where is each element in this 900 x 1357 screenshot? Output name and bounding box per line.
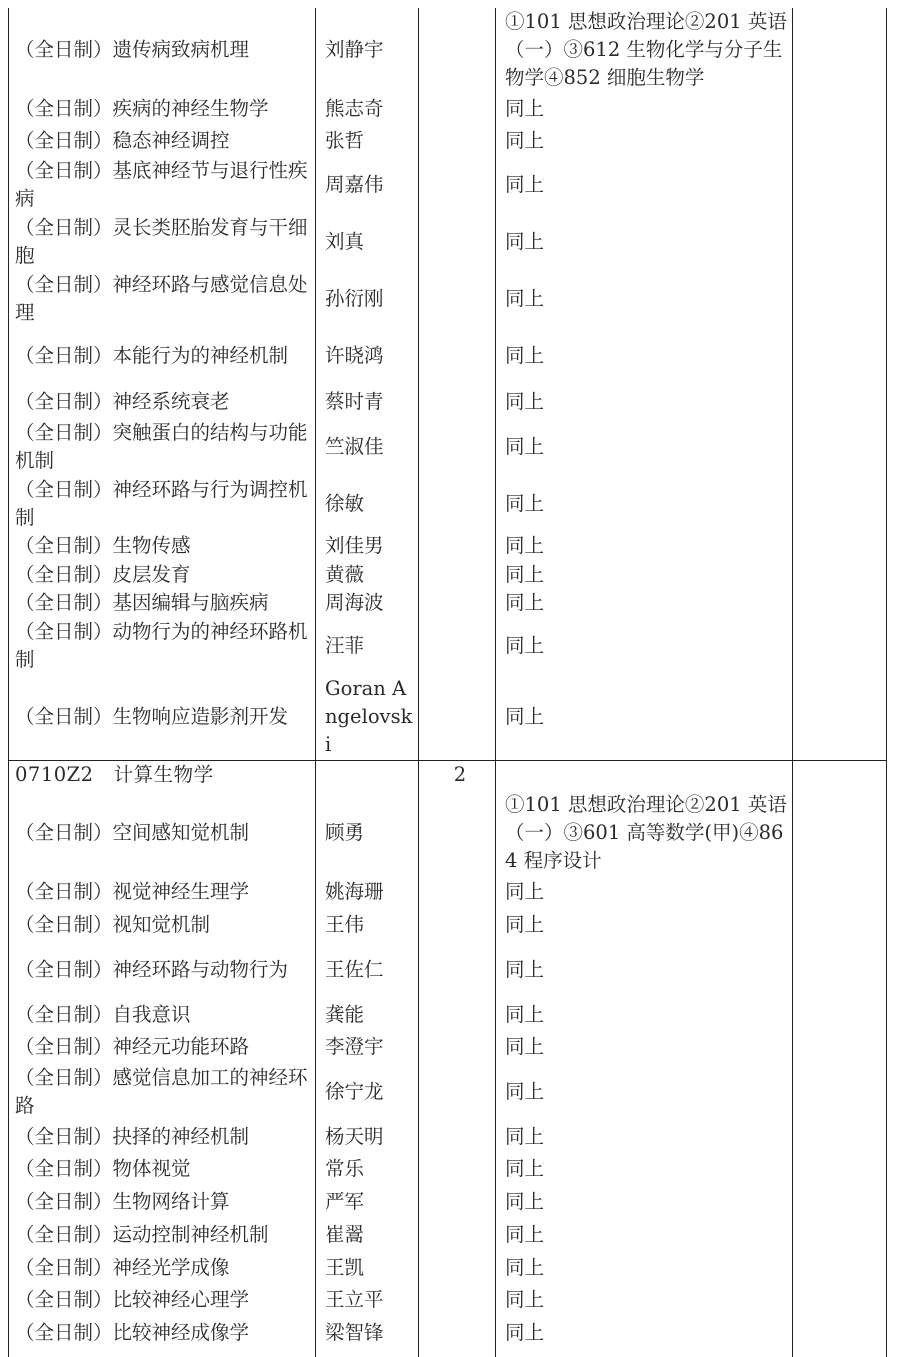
enrollment-count-cell [445,1031,475,1063]
exam-subjects-cell [505,8,787,92]
research-direction-cell-text: （全日制）感觉信息加工的神经环路 [15,1066,308,1117]
advisor-cell [325,213,415,270]
research-direction-cell [15,1251,312,1284]
exam-subjects-cell [505,1284,787,1316]
research-direction-cell-text: （全日制）神经环路与动物行为 [15,957,289,981]
exam-subjects-cell [505,157,787,213]
research-direction-cell-text: （全日制）生物传感 [15,534,191,557]
table-row [0,1218,900,1251]
advisor-cell-text: 刘静宇 [325,38,384,61]
exam-subjects-cell-text: 同上 [505,912,545,936]
table-row [0,475,900,532]
research-direction-cell [15,1316,312,1349]
research-direction-cell [15,1031,312,1063]
research-direction-cell [15,213,312,270]
enrollment-count-cell [445,941,475,998]
research-direction-cell [15,1185,312,1218]
enrollment-count-cell [445,760,475,789]
advisor-cell-text: 常乐 [325,1156,365,1180]
advisor-cell-text: 王佐仁 [325,957,384,981]
exam-subjects-cell-text: 同上 [505,286,545,310]
enrollment-count-cell [445,125,475,157]
exam-subjects-cell-text: 同上 [505,491,545,515]
research-direction-cell [15,1218,312,1251]
exam-subjects-cell [505,998,787,1031]
exam-subjects-cell-text: 同上 [505,229,545,253]
advisor-cell [325,157,415,213]
research-direction-cell [15,8,312,92]
table-row [0,92,900,125]
table-row [0,327,900,385]
advisor-cell-text: 张哲 [325,129,365,152]
research-direction-cell-text: 0710Z2 计算生物学 [15,762,214,786]
table-row [0,8,900,92]
exam-subjects-cell-text: 同上 [505,705,545,728]
research-direction-cell [15,92,312,125]
table-row [0,760,900,789]
research-direction-cell-text: （全日制）视觉神经生理学 [15,880,250,903]
exam-subjects-cell [505,1316,787,1349]
advisor-cell [325,385,415,418]
exam-subjects-cell [505,674,787,760]
research-direction-cell [15,789,312,876]
exam-subjects-cell [505,760,787,789]
exam-subjects-cell-text: 同上 [505,173,545,196]
research-direction-cell [15,998,312,1031]
advisor-cell-text: 姚海珊 [325,880,384,903]
exam-subjects-cell [505,125,787,157]
exam-subjects-cell [505,385,787,418]
exam-subjects-cell-text: ①101 思想政治理论②201 英语（一）③601 高等数学(甲)④864 程序设计 [505,792,787,872]
enrollment-count-cell [445,1121,475,1152]
advisor-cell-text: 周嘉伟 [325,173,384,196]
advisor-cell [325,760,415,789]
exam-subjects-cell [505,1251,787,1284]
exam-subjects-cell-text: 同上 [505,1320,545,1344]
advisor-cell-text: 崔翯 [325,1222,365,1246]
advisor-cell [325,560,415,589]
advisor-cell [325,327,415,385]
exam-subjects-cell-text: 同上 [505,1255,545,1279]
advisor-cell [325,1121,415,1152]
table-row [0,908,900,941]
research-direction-cell [15,1152,312,1185]
exam-subjects-cell-text: 同上 [505,434,545,458]
research-direction-cell-text: （全日制）比较神经成像学 [15,1320,250,1344]
research-direction-cell-text: （全日制）比较神经心理学 [15,1288,250,1311]
enrollment-count-cell [445,617,475,674]
advisor-cell [325,876,415,908]
exam-subjects-cell [505,270,787,327]
research-direction-cell [15,1063,312,1121]
exam-subjects-cell [505,92,787,125]
table-row [0,560,900,589]
table-row [0,941,900,998]
advisor-cell-text: 李澄宇 [325,1035,384,1058]
exam-subjects-cell [505,941,787,998]
table-row [0,674,900,760]
research-direction-cell-text: （全日制）疾病的神经生物学 [15,96,269,120]
exam-subjects-cell [505,213,787,270]
exam-subjects-cell-text: 同上 [505,1156,545,1180]
exam-subjects-cell-text: 同上 [505,1288,545,1311]
table-row [0,213,900,270]
exam-subjects-cell [505,908,787,941]
enrollment-count-cell [445,532,475,560]
enrollment-count-cell [445,8,475,92]
enrollment-count-cell [445,1152,475,1185]
exam-subjects-cell-text: 同上 [505,389,545,413]
table-row [0,1152,900,1185]
research-direction-cell [15,532,312,560]
enrollment-count-cell [445,1316,475,1349]
research-direction-cell-text: （全日制）生物响应造影剂开发 [15,705,289,728]
research-direction-cell [15,327,312,385]
enrollment-count-cell [445,213,475,270]
advisor-cell-text: 孙衍刚 [325,286,384,310]
advisor-cell [325,1218,415,1251]
research-direction-cell-text: （全日制）基底神经节与退行性疾病 [15,159,308,210]
research-direction-cell [15,674,312,760]
exam-subjects-cell-text: 同上 [505,880,545,903]
advisor-cell-text: 王伟 [325,912,365,936]
exam-subjects-cell [505,418,787,475]
advisor-cell-text: 梁智锋 [325,1320,384,1344]
research-direction-cell [15,760,312,789]
research-direction-cell-text: （全日制）突触蛋白的结构与功能机制 [15,420,308,472]
table-row [0,589,900,617]
exam-subjects-cell [505,475,787,532]
table-row [0,1316,900,1349]
exam-subjects-cell-text: 同上 [505,957,545,981]
table-row [0,532,900,560]
advisor-cell-text: 刘真 [325,229,365,253]
advisor-cell [325,1063,415,1121]
advisor-cell [325,908,415,941]
research-direction-cell-text: （全日制）视知觉机制 [15,912,211,936]
research-direction-cell-text: （全日制）空间感知觉机制 [15,820,250,844]
enrollment-count-cell [445,789,475,876]
research-direction-cell [15,125,312,157]
exam-subjects-cell-text: 同上 [505,534,545,557]
enrollment-count-cell [445,674,475,760]
research-direction-cell [15,589,312,617]
exam-subjects-cell [505,789,787,876]
enrollment-count-cell [445,327,475,385]
research-direction-cell-text: （全日制）神经环路与行为调控机制 [15,477,308,529]
advisor-cell-text: 龚能 [325,1002,365,1026]
enrollment-count-cell [445,876,475,908]
advisor-cell [325,617,415,674]
exam-subjects-cell-text: 同上 [505,1189,545,1213]
enrollment-count-cell [445,92,475,125]
advisor-cell-text: 蔡时青 [325,389,384,413]
research-direction-cell-text: （全日制）神经环路与感觉信息处理 [15,272,308,324]
advisor-cell-text: 王立平 [325,1288,384,1311]
exam-subjects-cell [505,589,787,617]
exam-subjects-cell [505,560,787,589]
research-direction-cell-text: （全日制）生物网络计算 [15,1189,230,1213]
table-row [0,157,900,213]
research-direction-cell [15,617,312,674]
advisor-cell-text: 许晓鸿 [325,344,384,367]
research-direction-cell-text: （全日制）皮层发育 [15,562,191,586]
advisor-cell [325,92,415,125]
advisor-cell [325,1316,415,1349]
research-direction-cell [15,1121,312,1152]
research-direction-cell [15,270,312,327]
research-direction-cell [15,908,312,941]
table-row [0,789,900,876]
research-direction-cell [15,560,312,589]
research-direction-cell-text: （全日制）运动控制神经机制 [15,1222,269,1246]
advisor-cell [325,674,415,760]
exam-subjects-cell-text: 同上 [505,1080,545,1103]
research-direction-cell-text: （全日制）基因编辑与脑疾病 [15,591,269,614]
research-direction-cell [15,941,312,998]
enrollment-count-cell [445,475,475,532]
exam-subjects-cell [505,876,787,908]
research-direction-cell [15,475,312,532]
exam-subjects-cell-text: 同上 [505,1124,545,1148]
advisor-cell [325,532,415,560]
enrollment-count-cell-text: 2 [453,762,467,786]
research-direction-cell-text: （全日制）稳态神经调控 [15,129,230,152]
research-direction-cell-text: （全日制）抉择的神经机制 [15,1124,250,1148]
exam-subjects-cell [505,1152,787,1185]
research-direction-cell-text: （全日制）遗传病致病机理 [15,38,250,61]
exam-subjects-cell-text: 同上 [505,96,545,120]
research-direction-cell [15,1284,312,1316]
exam-subjects-cell [505,1121,787,1152]
exam-subjects-cell [505,1063,787,1121]
advisor-cell [325,418,415,475]
advisor-cell [325,475,415,532]
enrollment-count-cell [445,418,475,475]
advisor-cell [325,589,415,617]
research-direction-cell-text: （全日制）神经系统衰老 [15,389,230,413]
research-direction-cell-text: （全日制）神经元功能环路 [15,1035,250,1058]
exam-subjects-cell [505,1218,787,1251]
table-row [0,998,900,1031]
exam-subjects-cell-text: 同上 [505,129,545,152]
enrollment-count-cell [445,560,475,589]
enrollment-count-cell [445,270,475,327]
advisor-cell [325,1185,415,1218]
advisor-cell-text: Goran Angelovski [325,677,413,756]
table-row [0,385,900,418]
advisor-cell [325,789,415,876]
advisor-cell [325,1284,415,1316]
advisor-cell [325,125,415,157]
exam-subjects-cell-text: ①101 思想政治理论②201 英语（一）③612 生物化学与分子生物学④852 细胞生物学 [505,10,787,89]
advisor-cell [325,1251,415,1284]
research-direction-cell [15,157,312,213]
research-direction-cell [15,876,312,908]
exam-subjects-cell [505,1185,787,1218]
advisor-cell-text: 熊志奇 [325,96,384,120]
table-row [0,1284,900,1316]
exam-subjects-cell [505,1031,787,1063]
enrollment-count-cell [445,1218,475,1251]
research-direction-cell-text: （全日制）动物行为的神经环路机制 [15,619,308,671]
enrollment-count-cell [445,998,475,1031]
exam-subjects-cell-text: 同上 [505,1222,545,1246]
advisor-cell [325,1031,415,1063]
exam-subjects-cell [505,617,787,674]
table-row [0,125,900,157]
enrollment-count-cell [445,1251,475,1284]
enrollment-count-cell [445,1284,475,1316]
exam-subjects-cell-text: 同上 [505,344,545,367]
table-row [0,270,900,327]
research-direction-cell-text: （全日制）本能行为的神经机制 [15,344,289,367]
table-row [0,1185,900,1218]
enrollment-count-cell [445,589,475,617]
advisor-cell-text: 汪菲 [325,633,365,657]
enrollment-count-cell [445,385,475,418]
exam-subjects-cell-text: 同上 [505,591,545,614]
table-row [0,418,900,475]
research-direction-cell-text: （全日制）物体视觉 [15,1156,191,1180]
exam-subjects-cell-text: 同上 [505,1035,545,1058]
enrollment-count-cell [445,1185,475,1218]
enrollment-count-cell [445,908,475,941]
advisor-cell-text: 严军 [325,1189,365,1213]
enrollment-count-cell [445,157,475,213]
research-direction-cell [15,418,312,475]
research-direction-cell-text: （全日制）自我意识 [15,1002,191,1026]
research-direction-cell [15,385,312,418]
advisor-cell [325,1152,415,1185]
advisor-cell-text: 王凯 [325,1255,365,1279]
table-row [0,617,900,674]
advisor-cell-text: 黄薇 [325,562,365,586]
advisor-cell [325,941,415,998]
advisor-cell-text: 刘佳男 [325,534,384,557]
research-direction-cell-text: （全日制）灵长类胚胎发育与干细胞 [15,215,308,267]
advisor-cell-text: 徐宁龙 [325,1080,384,1103]
advisor-cell-text: 顾勇 [325,820,365,844]
table-row [0,1251,900,1284]
enrollment-count-cell [445,1063,475,1121]
advisor-cell [325,8,415,92]
advisor-cell-text: 徐敏 [325,491,365,515]
advisor-cell [325,998,415,1031]
table-row [0,1031,900,1063]
advisor-cell-text: 杨天明 [325,1124,384,1148]
research-direction-cell-text: （全日制）神经光学成像 [15,1255,230,1279]
table-row [0,1063,900,1121]
exam-subjects-cell-text: 同上 [505,1002,545,1026]
advisor-cell [325,270,415,327]
exam-subjects-cell [505,532,787,560]
advisor-cell-text: 周海波 [325,591,384,614]
exam-subjects-cell-text: 同上 [505,633,545,657]
exam-subjects-cell [505,327,787,385]
table-row [0,876,900,908]
exam-subjects-cell-text: 同上 [505,562,545,586]
advisor-cell-text: 竺淑佳 [325,434,384,458]
table-row [0,1121,900,1152]
